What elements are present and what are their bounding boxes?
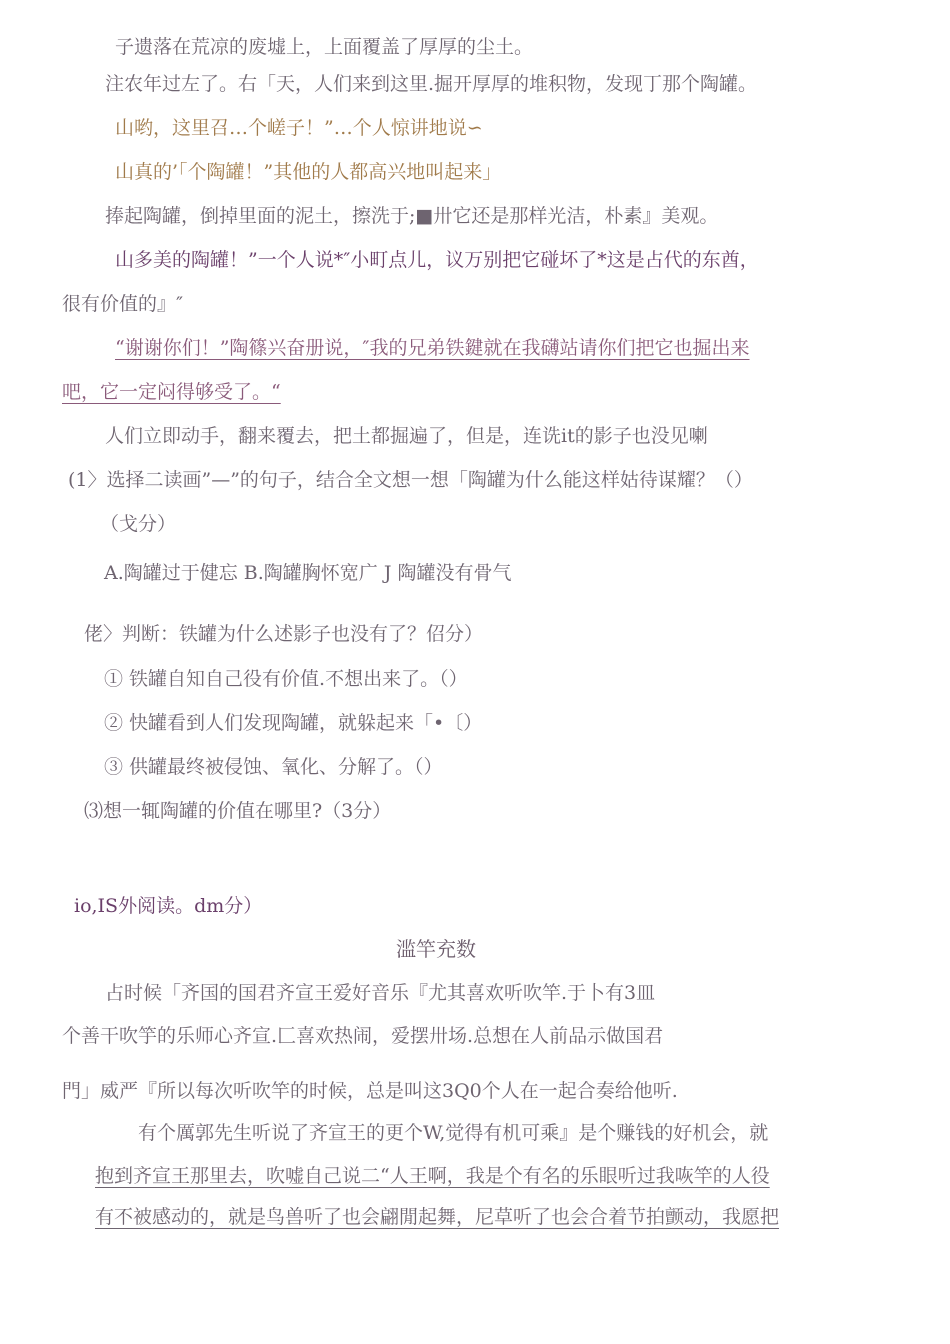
question-2-stem: 佬〉判断：铁罐为什么述影子也没有了？佋分） xyxy=(84,623,484,645)
question-2-item-1: ① 铁罐自知自己役有价值.不想出来了。（） xyxy=(104,668,468,690)
passage-line-6: 山多美的陶罐！”一个人说*″小町点儿，议万别把它碰坏了*这是占代的东酋， xyxy=(115,249,759,271)
passage-line-3: 山哟，这里召…个嵯子！”…个人惊讲地说∽ xyxy=(115,117,483,139)
passage-line-2: 注农年过左了。右「天，人们来到这里.掘开厚厚的堆积物，发现丁那个陶罐。 xyxy=(105,73,758,95)
section-2-heading: io,IS外阅读。dm分） xyxy=(74,895,263,917)
underlined-sentence-line-1: “谢谢你们！”陶篠兴奋册说，″我的兄弟铁鍵就在我礴站请你们把它也掘出来 xyxy=(115,337,750,359)
section-2-line-5: 抱到齐宣王那里去，吹嘘自己说二“人王啊，我是个有名的乐眼听过我咴竿的人役 xyxy=(95,1165,770,1187)
section-2-line-6: 有不被感动的，就是鸟兽听了也会翩閒起舞，尼草听了也会合着节拍颤动，我愿把 xyxy=(95,1206,780,1228)
section-2-title: 滥竿充数 xyxy=(396,937,476,961)
question-1-options: A.陶罐过于健忘 B.陶罐胸怀宽广 J 陶罐没有骨气 xyxy=(104,562,512,584)
section-2-line-4: 有个厲郭先生听说了齐宣王的更个W,觉得有机可乘』是个赚钱的好机会，就 xyxy=(138,1122,769,1144)
section-2-line-1: 占时候「齐国的国君齐宣王爱好音乐『尤其喜欢听吹竿.于卜有3皿 xyxy=(105,982,656,1004)
section-2-line-3: 門」威严『所以每次听吹竿的时候，总是叫这3Q0个人在一起合奏给他听. xyxy=(62,1080,678,1102)
question-2-item-3: ③ 供罐最终被侵蚀、氧化、分解了。（） xyxy=(104,756,443,778)
passage-line-5: 捧起陶罐，倒掉里面的泥土，擦洗于;■卅它还是那样光洁，朴素』美观。 xyxy=(105,205,719,227)
question-3-stem: ⑶想一辄陶罐的价值在哪里?（3分） xyxy=(84,800,392,822)
question-1-stem: (1〉选择二读画”—”的句子，结合全文想一想「陶罐为什么能这样姑待谋耀？（） xyxy=(68,469,753,491)
question-2-item-2: ② 快罐看到人们发现陶罐，就躲起来「•〔） xyxy=(104,712,483,734)
section-2-line-2: 个善干吹竽的乐师心齐宣.匚喜欢热闹，爱摆卅场.总想在人前品示做国君 xyxy=(62,1025,664,1047)
passage-line-4: 山真的’「个陶罐！”其他的人都高兴地叫起来」 xyxy=(115,161,502,183)
passage-line-1: 子遗落在荒凉的废墟上，上面覆盖了厚厚的尘土。 xyxy=(115,36,534,58)
passage-line-10: 人们立即动手，翻来覆去，把土都掘遍了，但是，连诜it的影子也没见喇 xyxy=(105,425,708,447)
question-1-score: （戈分） xyxy=(100,513,177,535)
passage-line-7: 很有价值的』″ xyxy=(62,293,184,315)
underlined-sentence-line-2: 吧，它一定闷得够受了。“ xyxy=(62,381,281,403)
